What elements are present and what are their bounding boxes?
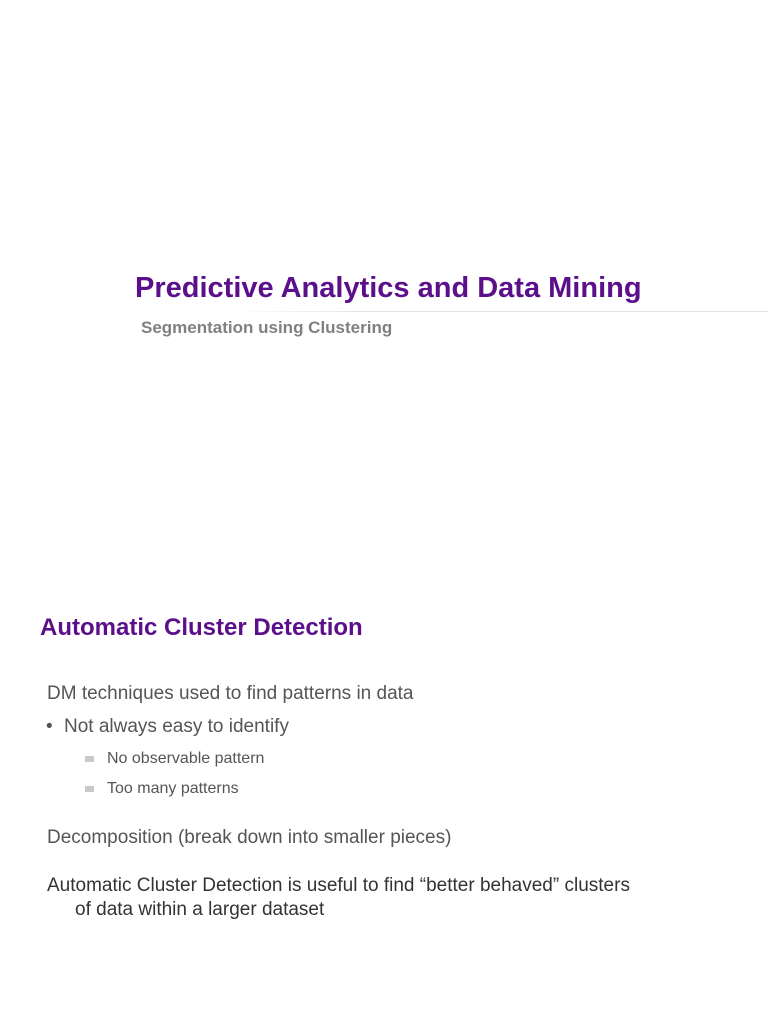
cluster-detection-line-2: of data within a larger dataset xyxy=(75,899,325,920)
bullet-text: Not always easy to identify xyxy=(64,716,289,737)
presentation-subtitle: Segmentation using Clustering xyxy=(141,318,393,337)
presentation-title: Predictive Analytics and Data Mining xyxy=(135,272,642,304)
sub-bullet-text: Too many patterns xyxy=(107,780,239,797)
cluster-detection-line-1: Automatic Cluster Detection is useful to find “better behaved” clusters xyxy=(47,875,630,896)
slide-heading: Automatic Cluster Detection xyxy=(40,614,363,641)
bullet-marker: • xyxy=(46,716,53,737)
sub-bullet-item xyxy=(85,750,264,768)
bullet-item xyxy=(46,716,289,738)
decomposition-text: Decomposition (break down into smaller pieces) xyxy=(47,827,452,848)
square-bullet-icon xyxy=(85,786,94,792)
cluster-detection-text xyxy=(47,874,630,922)
sub-bullet-item xyxy=(85,780,239,798)
content-slide xyxy=(0,576,768,1024)
intro-text: DM techniques used to find patterns in data xyxy=(47,683,414,704)
square-bullet-icon xyxy=(85,756,94,762)
sub-bullet-text: No observable pattern xyxy=(107,750,265,767)
title-divider xyxy=(228,311,768,312)
